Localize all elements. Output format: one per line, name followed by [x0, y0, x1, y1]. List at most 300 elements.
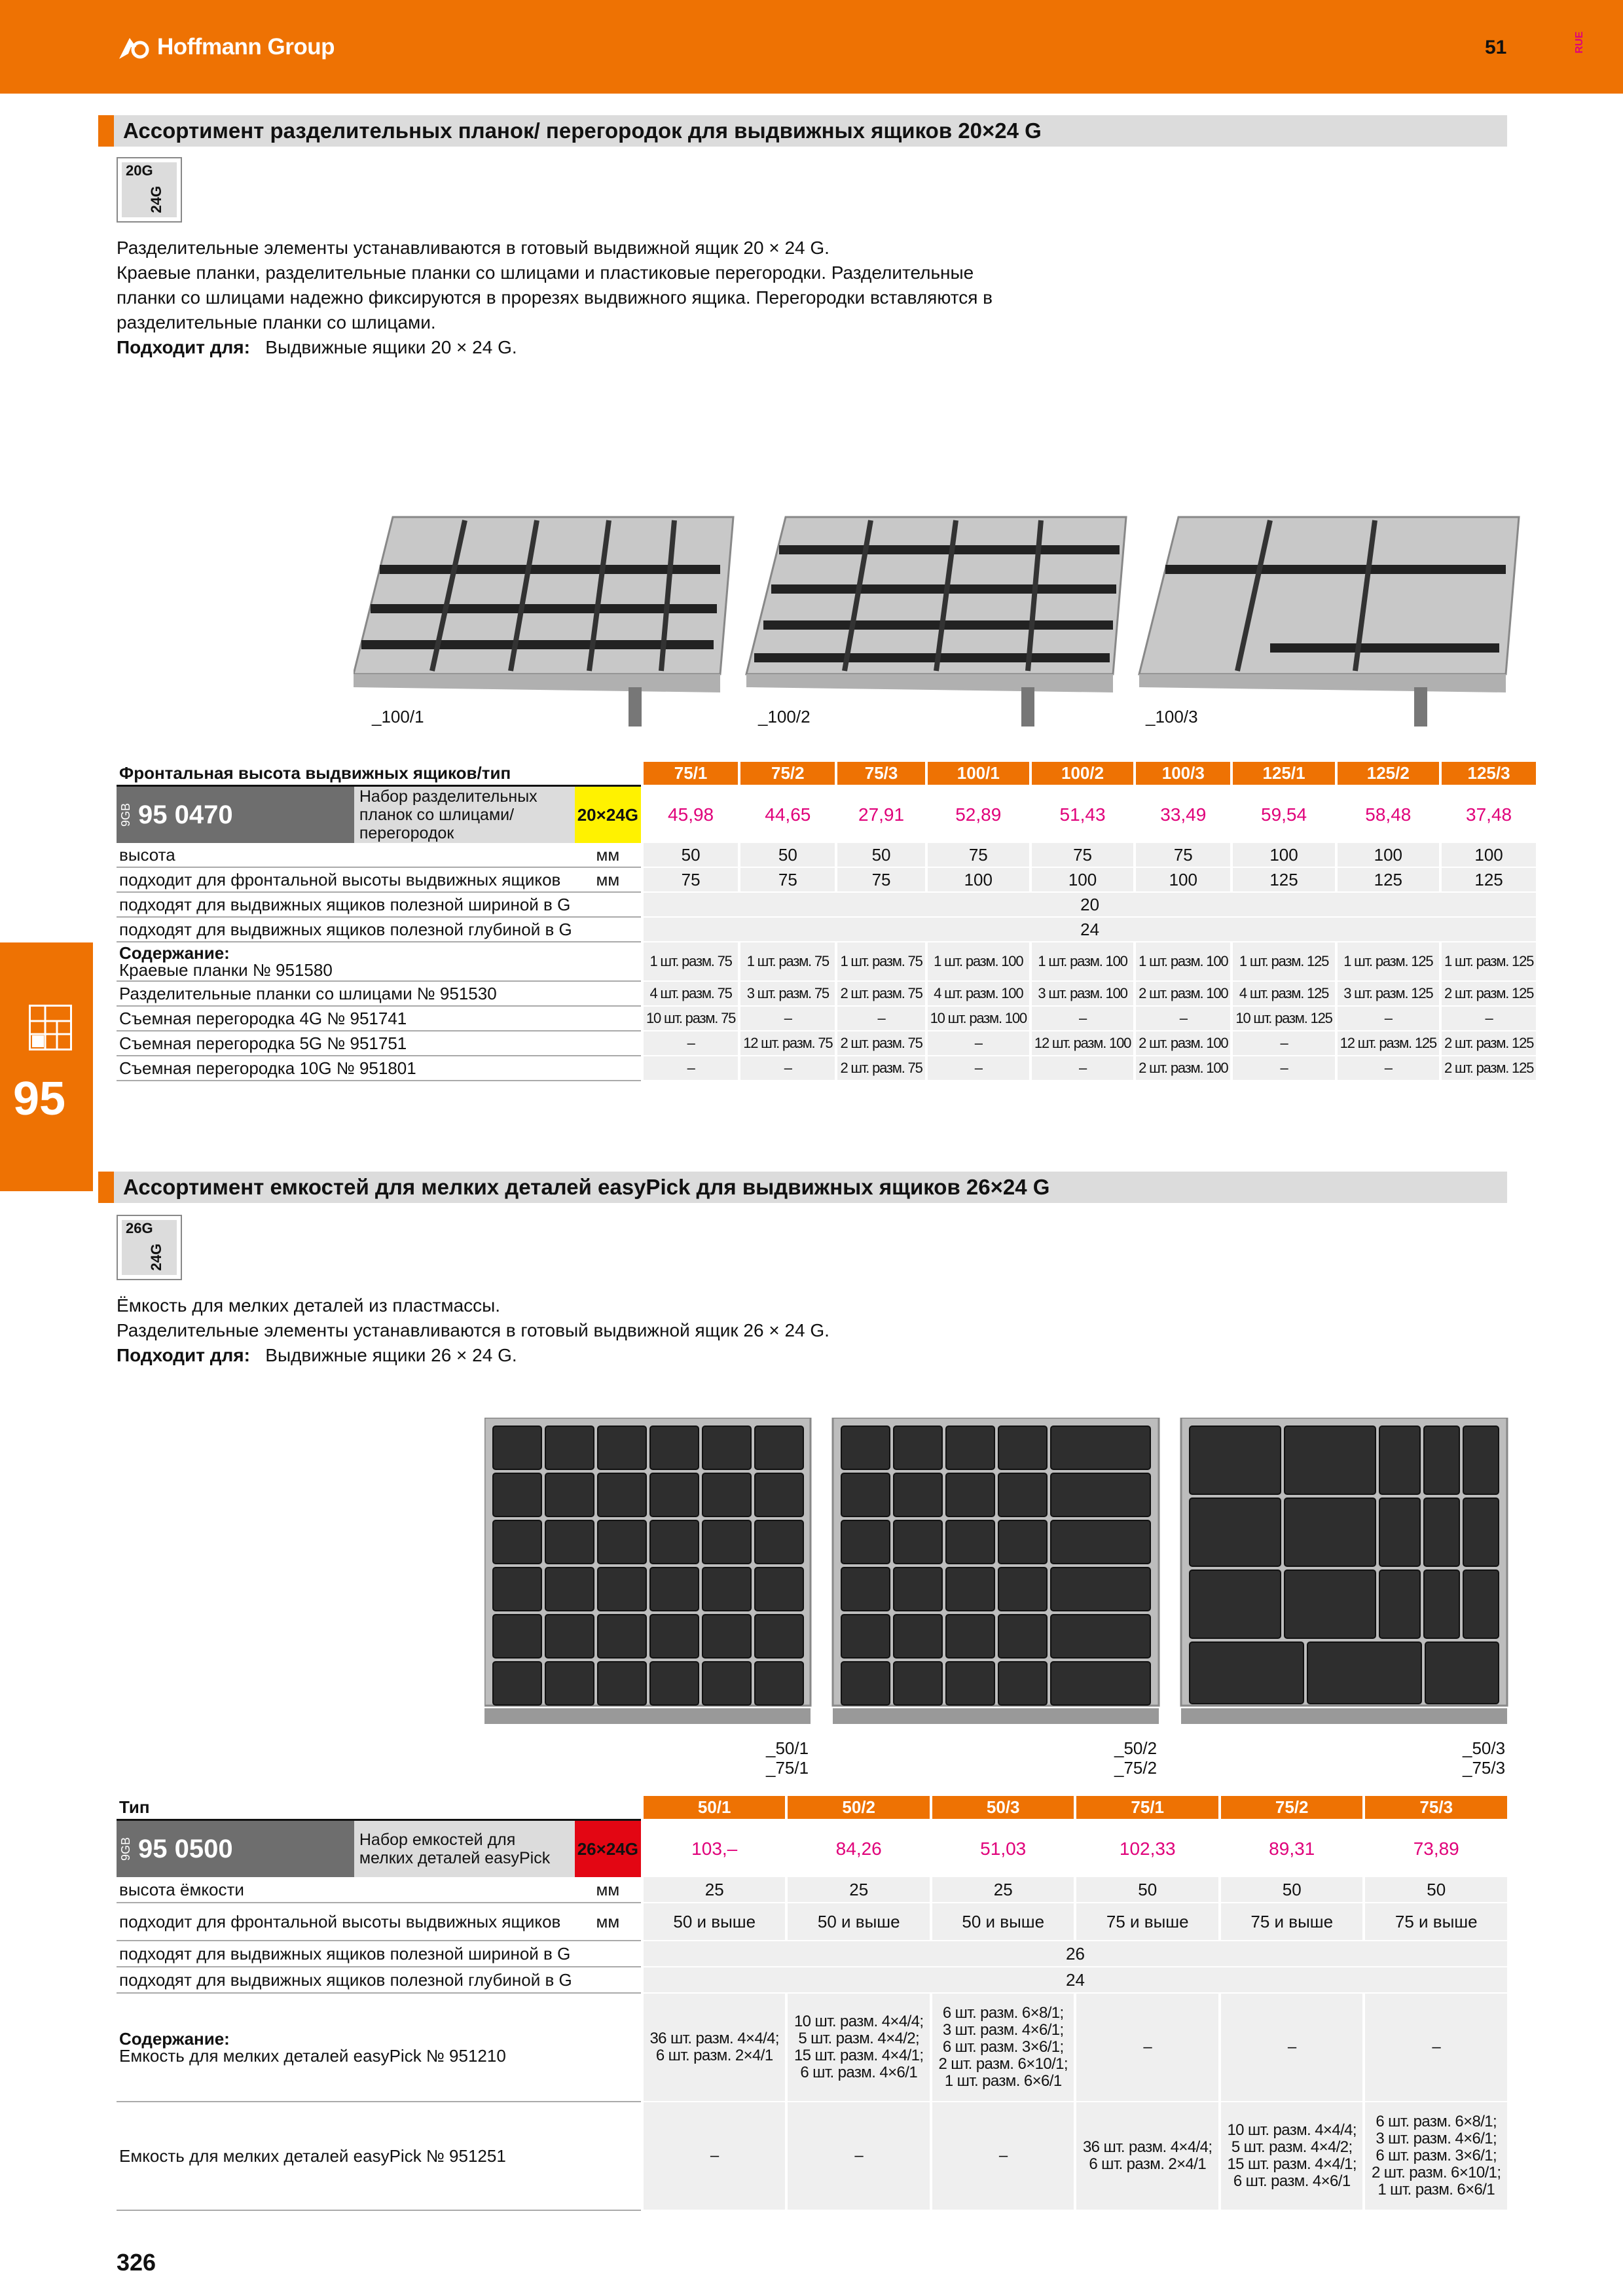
bin-compartment [598, 1568, 646, 1611]
bin-compartment [1463, 1426, 1499, 1494]
content-value: – [1362, 1994, 1507, 2102]
bin-compartment [755, 1662, 803, 1705]
column-head: 100/2 [1029, 762, 1133, 787]
content-row [117, 2102, 1507, 2211]
spec-value: 125 [1230, 868, 1334, 893]
bin-compartment [493, 1473, 541, 1516]
content-value: – [1335, 1056, 1439, 1081]
bin-compartment [1379, 1426, 1420, 1494]
badge-depth: 24G [148, 186, 164, 213]
content-row [117, 1007, 1536, 1031]
drawer-size-badge [117, 157, 182, 223]
bin-compartment [650, 1426, 699, 1469]
spec-value: 75 [1029, 843, 1133, 868]
spec-value: 26 [641, 1941, 1507, 1967]
bin-compartment [1285, 1426, 1376, 1494]
section2-title: Ассортимент емкостей для мелких деталей easyPick для выдвижных ящиков 26×24 G [123, 1175, 1050, 1199]
column-head: 50/1 [641, 1796, 786, 1821]
price: 45,98 [641, 787, 738, 843]
spec-value: 125 [1335, 868, 1439, 893]
drawer-image-100-2 [746, 517, 1126, 726]
bin-compartment [702, 1473, 751, 1516]
fits-value: Выдвижные ящики 20 × 24 G. [265, 337, 517, 357]
size-badge: 20×24G [575, 787, 641, 843]
content-value: 12 шт. разм. 100 [1029, 1031, 1133, 1056]
price: 44,65 [738, 787, 835, 843]
section-marker [98, 115, 114, 147]
bin-compartment [841, 1615, 890, 1658]
spec-unit: мм [575, 868, 641, 893]
spec-unit [575, 893, 641, 918]
content-value: – [1133, 1007, 1230, 1031]
content-value: – [835, 1007, 924, 1031]
article-code: 95 0470 [138, 800, 233, 829]
bin-compartment [545, 1615, 594, 1658]
spec-label: высота [117, 843, 575, 868]
bin-compartment [841, 1473, 890, 1516]
content-label: Емкость для мелких деталей easyPick № 951251 [117, 2102, 641, 2211]
spec-value: 100 [925, 868, 1029, 893]
bin-compartment [598, 1615, 646, 1658]
product-description: Набор разделительных планок со шлицами/перегородок [354, 787, 575, 843]
drawer-size-badge [117, 1215, 182, 1280]
article-prefix: 9GB [119, 1837, 132, 1861]
column-head: 50/3 [930, 1796, 1074, 1821]
bin-compartment [545, 1568, 594, 1611]
content-label: Съемная перегородка 10G № 951801 [117, 1056, 641, 1081]
bin-compartment [650, 1520, 699, 1564]
content-value: 1 шт. разм. 75 [835, 942, 924, 982]
bin-compartment [545, 1426, 594, 1469]
price: 59,54 [1230, 787, 1334, 843]
content-value: 2 шт. разм. 75 [835, 982, 924, 1007]
spec-label: подходят для выдвижных ящиков полезной шириной в G [117, 1941, 575, 1967]
spec-label: подходят для выдвижных ящиков полезной шириной в G [117, 893, 575, 918]
bin-compartment [1051, 1568, 1150, 1611]
content-value: – [785, 2102, 930, 2211]
column-head: 50/2 [785, 1796, 930, 1821]
content-value: 2 шт. разм. 125 [1439, 1056, 1536, 1081]
column-head: 75/1 [1074, 1796, 1218, 1821]
bin-compartment [493, 1520, 541, 1564]
price: 51,03 [930, 1821, 1074, 1877]
price: 33,49 [1133, 787, 1230, 843]
price: 84,26 [785, 1821, 930, 1877]
content-value: 36 шт. разм. 4×4/4; 6 шт. разм. 2×4/1 [641, 1994, 786, 2102]
size-badge: 26×24G [575, 1821, 641, 1877]
badge-width: 26G [126, 1220, 153, 1236]
content-value: – [1029, 1007, 1133, 1031]
drawer-dividers-images [354, 511, 1545, 733]
intro-line: Ёмкость для мелких деталей из пластмассы. [117, 1295, 501, 1316]
content-value: – [1218, 1994, 1363, 2102]
bin-compartment [702, 1615, 751, 1658]
content-row [117, 942, 1536, 982]
price: 103,– [641, 1821, 786, 1877]
bin-compartment [598, 1473, 646, 1516]
spec-value: 50 [835, 843, 924, 868]
table-head-label: Фронтальная высота выдвижных ящиков/тип [117, 762, 641, 787]
spec-unit: мм [575, 1877, 641, 1903]
spec-row [117, 1941, 1507, 1967]
bin-compartment [1190, 1498, 1281, 1566]
spec-value: 20 [641, 893, 1536, 918]
spec-value: 50 [1218, 1877, 1363, 1903]
content-label: Разделительные планки со шлицами № 951530 [117, 982, 641, 1007]
spec-value: 25 [930, 1877, 1074, 1903]
price: 52,89 [925, 787, 1029, 843]
content-value: 6 шт. разм. 6×8/1; 3 шт. разм. 4×6/1; 6 шт. разм. 3×6/1; 2 шт. разм. 6×10/1; 1 шт. разм. 6×6/1 [1362, 2102, 1507, 2211]
bin-compartment [545, 1520, 594, 1564]
bin-compartment [894, 1615, 942, 1658]
image-caption: _100/3 [1146, 707, 1198, 726]
content-value: – [1230, 1031, 1334, 1056]
content-value: – [925, 1056, 1029, 1081]
table-head-label: Тип [117, 1796, 641, 1821]
content-value: 2 шт. разм. 100 [1133, 1056, 1230, 1081]
column-head: 75/2 [1218, 1796, 1363, 1821]
bin-compartment [702, 1662, 751, 1705]
image-caption: _100/1 [372, 707, 424, 726]
section2-intro [117, 1293, 830, 1368]
content-value: 4 шт. разм. 75 [641, 982, 738, 1007]
bin-compartment [1425, 1642, 1499, 1704]
bin-compartment [841, 1662, 890, 1705]
content-value: 2 шт. разм. 125 [1439, 1031, 1536, 1056]
column-head: 75/3 [1362, 1796, 1507, 1821]
bin-compartment [598, 1662, 646, 1705]
content-value: 6 шт. разм. 6×8/1; 3 шт. разм. 4×6/1; 6 шт. разм. 3×6/1; 2 шт. разм. 6×10/1; 1 шт. разм. 6×6/1 [930, 1994, 1074, 2102]
bin-compartment [998, 1520, 1047, 1564]
spec-value: 75 [835, 868, 924, 893]
content-label: Содержание: Краевые планки № 951580 [117, 942, 641, 982]
content-value: – [641, 1056, 738, 1081]
intro-line: планки со шлицами надежно фиксируются в прорезях выдвижного ящика. Перегородки вставляются в [117, 287, 993, 308]
bin-image-3 [1181, 1418, 1507, 1724]
header-bar [0, 0, 1623, 94]
column-head: 125/2 [1335, 762, 1439, 787]
content-value: 10 шт. разм. 4×4/4; 5 шт. разм. 4×4/2; 15 шт. разм. 4×4/1; 6 шт. разм. 4×6/1 [1218, 2102, 1363, 2211]
bin-compartment [493, 1426, 541, 1469]
bin-compartment [998, 1662, 1047, 1705]
content-value: 2 шт. разм. 100 [1133, 1031, 1230, 1056]
grid-icon [29, 1005, 72, 1050]
content-value: 1 шт. разм. 75 [738, 942, 835, 982]
spec-value: 50 [641, 843, 738, 868]
column-head: 100/3 [1133, 762, 1230, 787]
content-value: 3 шт. разм. 125 [1335, 982, 1439, 1007]
spec-value: 125 [1439, 868, 1536, 893]
section1-intro [117, 236, 993, 360]
content-value: 4 шт. разм. 125 [1230, 982, 1334, 1007]
spec-value: 24 [641, 918, 1536, 942]
bin-compartment [1463, 1570, 1499, 1638]
image-caption: _50/1 _75/1 [766, 1738, 809, 1778]
bin-compartment [545, 1473, 594, 1516]
spec-value: 25 [641, 1877, 786, 1903]
price: 102,33 [1074, 1821, 1218, 1877]
column-head: 100/1 [925, 762, 1029, 787]
bin-compartment [702, 1520, 751, 1564]
article-prefix: 9GB [119, 802, 132, 827]
bin-compartment [650, 1568, 699, 1611]
content-row [117, 982, 1536, 1007]
content-label: Съемная перегородка 4G № 951741 [117, 1007, 641, 1031]
bin-compartment [894, 1520, 942, 1564]
spec-row [117, 868, 1536, 893]
bin-image-1 [484, 1418, 811, 1724]
bin-compartment [493, 1568, 541, 1611]
bin-compartment [946, 1520, 994, 1564]
content-row [117, 1056, 1536, 1081]
image-caption: _50/3 _75/3 [1463, 1738, 1506, 1778]
spec-value: 100 [1439, 843, 1536, 868]
article-number [117, 1821, 354, 1877]
bin-compartment [755, 1520, 803, 1564]
spec-row [117, 1903, 1507, 1941]
spec-row [117, 843, 1536, 868]
bin-compartment [650, 1615, 699, 1658]
spec-label: подходит для фронтальной высоты выдвижных ящиков [117, 868, 575, 893]
spec-label: высота ёмкости [117, 1877, 575, 1903]
column-head: 75/1 [641, 762, 738, 787]
fits-label: Подходит для: [117, 337, 250, 357]
bin-compartment [493, 1662, 541, 1705]
bin-compartment [702, 1568, 751, 1611]
spec-value: 100 [1029, 868, 1133, 893]
bin-compartment [1051, 1426, 1150, 1469]
page-number-bottom: 326 [117, 2249, 156, 2276]
chapter-number: 95 [13, 1073, 66, 1125]
section-marker [98, 1172, 114, 1203]
fits-value: Выдвижные ящики 26 × 24 G. [265, 1345, 517, 1365]
content-value: 10 шт. разм. 100 [925, 1007, 1029, 1031]
bin-compartment [1424, 1498, 1459, 1566]
bin-compartment [650, 1473, 699, 1516]
content-value: – [1074, 1994, 1218, 2102]
content-title: Содержание: [119, 943, 230, 963]
bin-compartment [946, 1473, 994, 1516]
bin-compartment [946, 1568, 994, 1611]
bin-compartment [946, 1426, 994, 1469]
content-value: 10 шт. разм. 75 [641, 1007, 738, 1031]
bin-compartment [998, 1426, 1047, 1469]
content-value: – [641, 1031, 738, 1056]
badge-depth: 24G [148, 1244, 164, 1271]
content-value: 12 шт. разм. 75 [738, 1031, 835, 1056]
drawer-image-100-3 [1139, 517, 1519, 726]
bin-compartment [1051, 1615, 1150, 1658]
easypick-table [117, 1796, 1507, 2211]
content-value: – [930, 2102, 1074, 2211]
badge-width: 20G [126, 162, 153, 179]
content-row [117, 1994, 1507, 2102]
image-caption: _100/2 [758, 707, 811, 726]
content-value: – [1230, 1056, 1334, 1081]
spec-value: 75 и выше [1218, 1903, 1363, 1941]
spec-value: 50 и выше [930, 1903, 1074, 1941]
drawer-image-100-1 [354, 517, 733, 726]
bin-compartment [894, 1426, 942, 1469]
spec-value: 50 и выше [641, 1903, 786, 1941]
bin-compartment [493, 1615, 541, 1658]
content-value: 1 шт. разм. 100 [1029, 942, 1133, 982]
content-value: 2 шт. разм. 125 [1439, 982, 1536, 1007]
article-code: 95 0500 [138, 1834, 233, 1863]
brand-logo[interactable] [117, 34, 335, 60]
spec-unit: мм [575, 1903, 641, 1941]
content-value: – [641, 2102, 786, 2211]
bin-compartment [998, 1473, 1047, 1516]
bin-compartment [1285, 1570, 1376, 1638]
spec-value: 50 и выше [785, 1903, 930, 1941]
bin-compartment [1379, 1570, 1420, 1638]
price: 58,48 [1335, 787, 1439, 843]
price: 89,31 [1218, 1821, 1363, 1877]
product-description: Набор емкостей для мелких деталей easyPick [354, 1821, 575, 1877]
content-label: Содержание: Емкость для мелких деталей easyPick № 951210 [117, 1994, 641, 2102]
content-value: 10 шт. разм. 4×4/4; 5 шт. разм. 4×4/2; 15 шт. разм. 4×4/1; 6 шт. разм. 4×6/1 [785, 1994, 930, 2102]
spec-unit [575, 1967, 641, 1994]
content-title: Содержание: [119, 2029, 230, 2049]
spec-row [117, 893, 1536, 918]
spec-value: 25 [785, 1877, 930, 1903]
bin-compartment [1190, 1426, 1281, 1494]
section1-title: Ассортимент разделительных планок/ перегородок для выдвижных ящиков 20×24 G [123, 118, 1042, 143]
spec-value: 75 [641, 868, 738, 893]
bin-compartment [598, 1426, 646, 1469]
bin-image-2 [833, 1418, 1159, 1724]
spec-value: 75 [1133, 843, 1230, 868]
content-value: – [1029, 1056, 1133, 1081]
bin-compartment [1424, 1426, 1459, 1494]
content-value: 2 шт. разм. 100 [1133, 982, 1230, 1007]
spec-row [117, 918, 1536, 942]
bin-compartment [946, 1615, 994, 1658]
bin-compartment [598, 1520, 646, 1564]
bin-compartment [894, 1568, 942, 1611]
spec-value: 24 [641, 1967, 1507, 1994]
bin-compartment [1307, 1642, 1421, 1704]
bin-compartment [1190, 1570, 1281, 1638]
content-value: 1 шт. разм. 100 [925, 942, 1029, 982]
content-value: 1 шт. разм. 125 [1230, 942, 1334, 982]
bin-compartment [998, 1568, 1047, 1611]
content-value: 4 шт. разм. 100 [925, 982, 1029, 1007]
column-head: 125/1 [1230, 762, 1334, 787]
bin-compartment [894, 1473, 942, 1516]
easypick-bin-images [484, 1418, 1512, 1732]
spec-value: 75 [738, 868, 835, 893]
bin-compartment [1285, 1498, 1376, 1566]
fits-label: Подходит для: [117, 1345, 250, 1365]
section2-title-bar [98, 1172, 1507, 1203]
spec-value: 75 [925, 843, 1029, 868]
spec-value: 100 [1335, 843, 1439, 868]
spec-label: подходят для выдвижных ящиков полезной глубиной в G [117, 918, 575, 942]
content-value: 10 шт. разм. 125 [1230, 1007, 1334, 1031]
chapter-tab[interactable] [0, 942, 93, 1191]
spec-value: 100 [1230, 843, 1334, 868]
bin-compartment [946, 1662, 994, 1705]
page-number-top: 51 [1485, 37, 1507, 58]
bin-compartment [545, 1662, 594, 1705]
spec-value: 50 [1074, 1877, 1218, 1903]
article-number [117, 787, 354, 843]
column-head: 75/2 [738, 762, 835, 787]
price: 37,48 [1439, 787, 1536, 843]
content-value: – [925, 1031, 1029, 1056]
bin-compartment [702, 1426, 751, 1469]
spec-label: подходят для выдвижных ящиков полезной глубиной в G [117, 1967, 575, 1994]
spec-value: 100 [1133, 868, 1230, 893]
content-label: Съемная перегородка 5G № 951751 [117, 1031, 641, 1056]
bin-compartment [894, 1662, 942, 1705]
bin-compartment [1379, 1498, 1420, 1566]
image-caption: _50/2 _75/2 [1114, 1738, 1158, 1778]
bin-compartment [755, 1615, 803, 1658]
spec-label: подходит для фронтальной высоты выдвижных ящиков [117, 1903, 575, 1941]
spec-unit: мм [575, 843, 641, 868]
price: 73,89 [1362, 1821, 1507, 1877]
intro-line: Разделительные элементы устанавливаются в готовый выдвижной ящик 20 × 24 G. [117, 238, 830, 258]
brand-name: Hoffmann Group [157, 34, 335, 60]
section1-title-bar [98, 115, 1507, 147]
content-value: 2 шт. разм. 75 [835, 1056, 924, 1081]
content-value: 3 шт. разм. 100 [1029, 982, 1133, 1007]
bin-compartment [650, 1662, 699, 1705]
bin-compartment [755, 1473, 803, 1516]
spec-value: 75 и выше [1362, 1903, 1507, 1941]
content-row [117, 1031, 1536, 1056]
spec-value: 50 [738, 843, 835, 868]
content-value: – [738, 1056, 835, 1081]
column-head: 75/3 [835, 762, 924, 787]
spec-row [117, 1967, 1507, 1994]
content-value: 36 шт. разм. 4×4/4; 6 шт. разм. 2×4/1 [1074, 2102, 1218, 2211]
intro-line: Краевые планки, разделительные планки со шлицами и пластиковые перегородки. Разделительные [117, 262, 974, 283]
content-value: – [1439, 1007, 1536, 1031]
bin-compartment [755, 1426, 803, 1469]
spec-unit [575, 918, 641, 942]
content-value: 1 шт. разм. 75 [641, 942, 738, 982]
column-head: 125/3 [1439, 762, 1536, 787]
bin-compartment [1463, 1498, 1499, 1566]
bin-compartment [841, 1520, 890, 1564]
price: 27,91 [835, 787, 924, 843]
intro-line: Разделительные элементы устанавливаются в готовый выдвижной ящик 26 × 24 G. [117, 1320, 830, 1340]
hoffmann-logo-icon [117, 34, 151, 60]
price: 51,43 [1029, 787, 1133, 843]
content-value: 1 шт. разм. 100 [1133, 942, 1230, 982]
bin-compartment [1051, 1520, 1150, 1564]
bin-compartment [998, 1615, 1047, 1658]
content-value: 1 шт. разм. 125 [1335, 942, 1439, 982]
bin-compartment [1051, 1473, 1150, 1516]
bin-compartment [841, 1426, 890, 1469]
content-value: 2 шт. разм. 75 [835, 1031, 924, 1056]
spec-value: 50 [1362, 1877, 1507, 1903]
spec-unit [575, 1941, 641, 1967]
bin-compartment [1424, 1570, 1459, 1638]
bin-compartment [755, 1568, 803, 1611]
spec-row [117, 1877, 1507, 1903]
content-value: 12 шт. разм. 125 [1335, 1031, 1439, 1056]
spec-value: 75 и выше [1074, 1903, 1218, 1941]
dividers-table [117, 762, 1536, 1081]
content-value: 3 шт. разм. 75 [738, 982, 835, 1007]
bin-compartment [841, 1568, 890, 1611]
